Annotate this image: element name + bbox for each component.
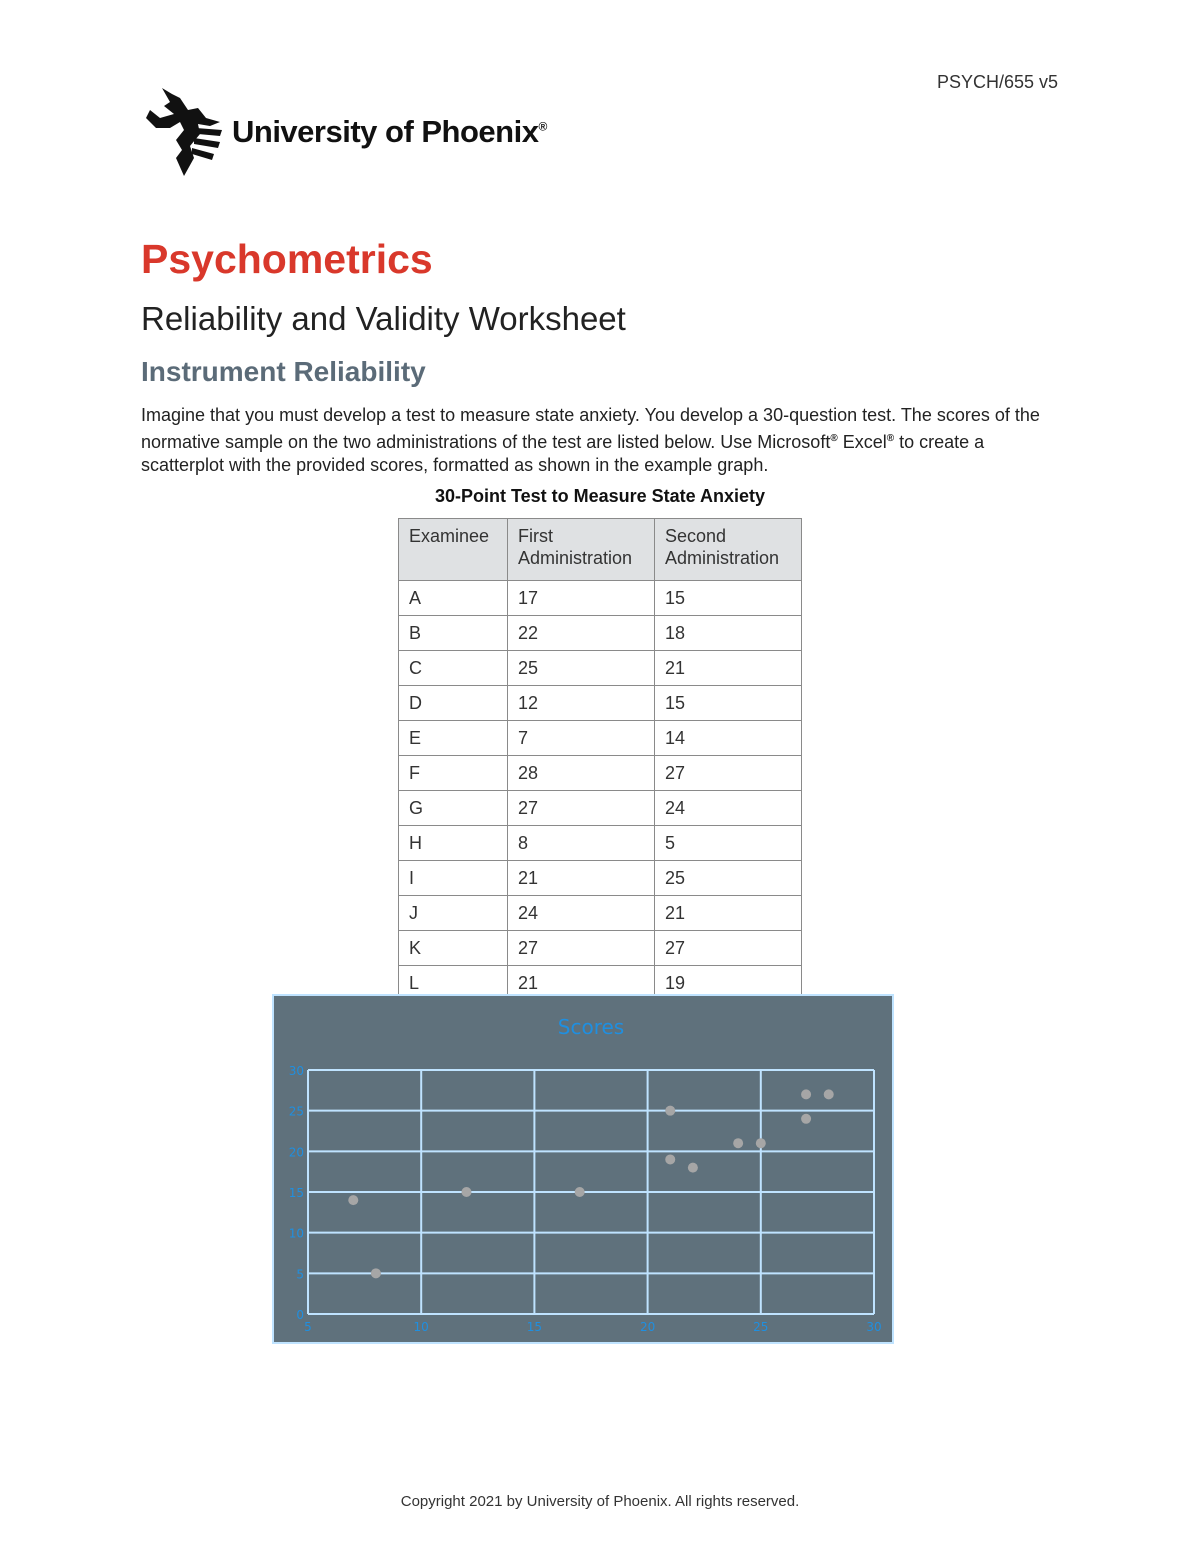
table-row xyxy=(399,721,802,756)
phoenix-icon xyxy=(140,84,226,180)
x-tick-label: 20 xyxy=(639,1320,656,1334)
y-tick-label: 15 xyxy=(288,1186,304,1200)
first-admin-cell: 8 xyxy=(508,826,655,861)
first-admin-cell: 17 xyxy=(508,581,655,616)
data-point xyxy=(801,1089,811,1099)
second-admin-cell: 14 xyxy=(655,721,802,756)
second-admin-cell: 18 xyxy=(655,616,802,651)
logo-name: University of Phoenix xyxy=(232,114,539,149)
table-caption: 30-Point Test to Measure State Anxiety xyxy=(434,486,766,506)
data-point xyxy=(348,1195,358,1205)
second-admin-cell: 15 xyxy=(655,581,802,616)
examinee-cell: G xyxy=(399,791,508,826)
scatter-chart-svg xyxy=(274,996,892,1342)
examinee-cell: A xyxy=(399,581,508,616)
second-admin-cell: 19 xyxy=(655,966,802,1001)
y-tick-label: 0 xyxy=(296,1308,304,1322)
data-point xyxy=(688,1163,698,1173)
second-admin-cell: 27 xyxy=(655,756,802,791)
scatter-chart xyxy=(272,994,894,1344)
copyright-footer: Copyright 2021 by University of Phoenix. All rights reserved. xyxy=(400,1493,800,1510)
examinee-cell: H xyxy=(399,826,508,861)
x-tick-label: 5 xyxy=(304,1320,312,1334)
intro-text-3: to create a scatterplot with the provided scores, formatted as shown in the example graph. xyxy=(141,432,985,475)
examinee-cell: J xyxy=(399,896,508,931)
examinee-cell: E xyxy=(399,721,508,756)
x-tick-label: 25 xyxy=(753,1320,769,1334)
first-admin-cell: 7 xyxy=(508,721,655,756)
second-admin-cell: 15 xyxy=(655,686,802,721)
course-code: PSYCH/655 v5 xyxy=(936,72,1058,92)
registered-mark: ® xyxy=(830,433,838,444)
header-examinee: Examinee xyxy=(399,519,508,581)
data-point xyxy=(665,1106,675,1116)
university-logo xyxy=(140,84,570,180)
first-admin-cell: 12 xyxy=(508,686,655,721)
intro-text-2: Excel xyxy=(837,432,887,452)
first-admin-cell: 25 xyxy=(508,651,655,686)
examinee-cell: D xyxy=(399,686,508,721)
header-first-administration: First Administration xyxy=(508,519,655,581)
logo-wordmark xyxy=(232,114,547,150)
second-admin-cell: 21 xyxy=(655,896,802,931)
first-admin-cell: 24 xyxy=(508,896,655,931)
header-second-administration: Second Administration xyxy=(655,519,802,581)
y-tick-label: 10 xyxy=(288,1226,304,1241)
data-point xyxy=(371,1268,381,1278)
data-point xyxy=(824,1089,834,1099)
table-row xyxy=(399,896,802,931)
examinee-cell: C xyxy=(399,651,508,686)
data-point xyxy=(733,1138,743,1148)
first-admin-cell: 28 xyxy=(508,756,655,791)
table-row xyxy=(399,581,802,616)
table-row xyxy=(399,931,802,966)
page-subtitle: Reliability and Validity Worksheet xyxy=(141,300,626,337)
section-heading: Instrument Reliability xyxy=(141,356,426,387)
page-title: Psychometrics xyxy=(141,236,433,282)
second-admin-cell: 25 xyxy=(655,861,802,896)
examinee-cell: K xyxy=(399,931,508,966)
table-header-row xyxy=(399,519,802,581)
y-tick-label: 25 xyxy=(288,1104,304,1119)
first-admin-cell: 21 xyxy=(508,966,655,1001)
second-admin-cell: 21 xyxy=(655,651,802,686)
first-admin-cell: 22 xyxy=(508,616,655,651)
table-row xyxy=(399,686,802,721)
examinee-cell: F xyxy=(399,756,508,791)
second-admin-cell: 27 xyxy=(655,931,802,966)
y-tick-label: 20 xyxy=(288,1145,304,1160)
intro-text-1: Imagine that you must develop a test to measure state anxiety. You develop a 30-question test. The scores of the normative sample on the two administrations of the test are listed below. Use Microsoft xyxy=(141,405,1040,452)
intro-paragraph xyxy=(141,404,1061,477)
registered-mark: ® xyxy=(886,433,895,444)
data-point xyxy=(575,1187,585,1197)
examinee-cell: L xyxy=(399,966,508,1001)
second-admin-cell: 24 xyxy=(655,791,802,826)
table-row xyxy=(399,651,802,686)
data-point xyxy=(756,1138,766,1148)
data-point xyxy=(801,1114,811,1124)
chart-title: Scores xyxy=(557,1015,625,1039)
data-point xyxy=(461,1187,471,1197)
logo-registered: ® xyxy=(538,119,547,134)
scores-table xyxy=(398,518,802,1000)
data-point xyxy=(665,1154,675,1164)
first-admin-cell: 27 xyxy=(508,791,655,826)
first-admin-cell: 21 xyxy=(508,861,655,896)
examinee-cell: B xyxy=(399,616,508,651)
table-row xyxy=(399,791,802,826)
table-row xyxy=(399,756,802,791)
second-admin-cell: 5 xyxy=(655,826,802,861)
x-tick-label: 10 xyxy=(413,1320,429,1334)
examinee-cell: I xyxy=(399,861,508,896)
y-tick-label: 5 xyxy=(296,1267,304,1282)
table-row xyxy=(399,826,802,861)
x-tick-label: 15 xyxy=(526,1320,543,1334)
table-row xyxy=(399,861,802,896)
table-row xyxy=(399,616,802,651)
y-tick-label: 30 xyxy=(288,1064,304,1078)
x-tick-label: 30 xyxy=(866,1320,882,1334)
first-admin-cell: 27 xyxy=(508,931,655,966)
